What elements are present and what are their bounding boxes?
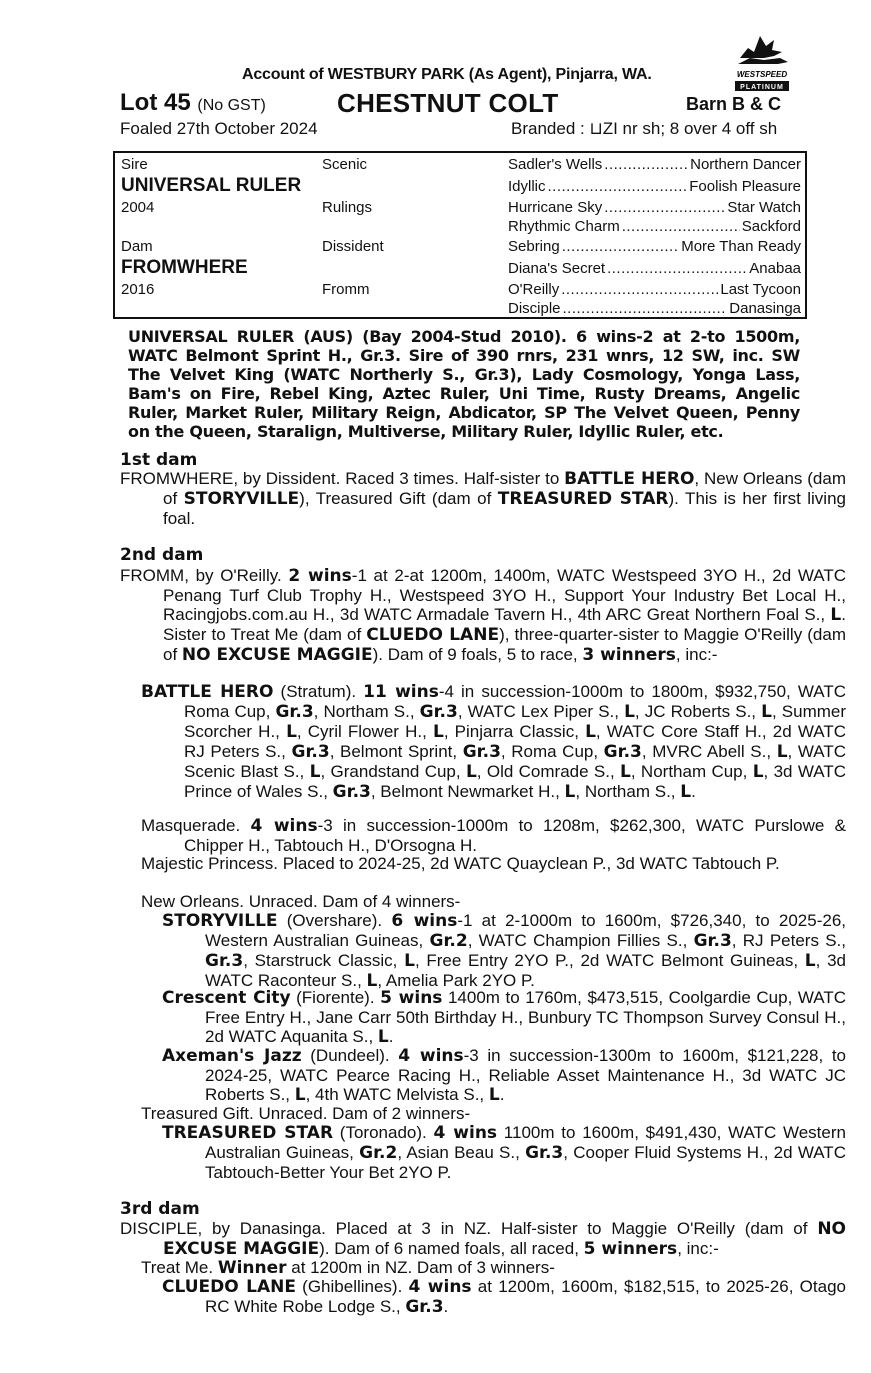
first-dam-text: FROMWHERE, by Dissident. Raced 3 times. Half-sister to BATTLE HERO, New Orleans (dam of STORYVILLE), Treasured Gift (dam of TREASURED STAR). This is her first living foal. — [120, 469, 846, 528]
progeny-masquerade: Masquerade. 4 wins-3 in succession-1000m to 1208m, $262,300, WATC Purslowe & Chipper H., Tabtouch H., D'Orsogna H. — [141, 816, 846, 855]
ancestor-row: Diana's Secret ..... Anabaa — [508, 260, 801, 277]
progeny-treat-me: Treat Me. Winner at 1200m in NZ. Dam of 3 winners- — [141, 1258, 555, 1278]
progeny-treasured-gift: Treasured Gift. Unraced. Dam of 2 winners- — [141, 1104, 471, 1123]
grandprogeny-axemans-jazz: Axeman's Jazz (Dundeel). 4 wins-3 in succession-1300m to 1600m, $121,228, to 2024-25, WATC Pearce Racing H., Reliable Asset Maintenance H., 3d WATC JC Roberts S., L, 4th WATC Melvista S., L. — [162, 1046, 846, 1105]
sire-sire: Scenic — [322, 156, 368, 173]
grandprogeny-crescent-city: Crescent City (Fiorente). 5 wins 1400m to 1760m, $473,515, Coolgardie Cup, WATC Free Entry H., Jane Carr 50th Birthday H., Bunbury TC Thompson Survey Consul H., 2d WATC Aquanita S., L. — [162, 988, 846, 1047]
sire-dam: Rulings — [322, 199, 373, 216]
logo-tagline: PLATINUM — [740, 84, 784, 91]
third-dam-text: DISCIPLE, by Danasinga. Placed at 3 in NZ. Half-sister to Maggie O'Reilly (dam of NO EXCUSE MAGGIE). Dam of 6 named foals, all raced, 5 winners, inc:- — [120, 1219, 846, 1259]
ancestor-row: Rhythmic Charm ..... Sackford — [508, 218, 801, 235]
grandprogeny-cluedo-lane: CLUEDO LANE (Ghibellines). 4 wins at 1200m, 1600m, $182,515, to 2025-26, Otago RC White Robe Lodge S., Gr.3. — [162, 1277, 846, 1317]
grandprogeny-storyville: STORYVILLE (Overshare). 6 wins-1 at 2-1000m to 1600m, $726,340, to 2025-26, Western Australian Guineas, Gr.2, WATC Champion Fillies S., Gr.3, RJ Peters S., Gr.3, Starstruck Classic, L, Free Entry 2YO P., 2d WATC Belmont Guineas, L, 3d WATC Raconteur S., L, Amelia Park 2YO P. — [162, 911, 846, 991]
third-dam-heading: 3rd dam — [120, 1199, 200, 1219]
ancestor-row: Disciple ..... Danasinga — [508, 300, 801, 317]
second-dam-text: FROMM, by O'Reilly. 2 wins-1 at 2-at 1200m, 1400m, WATC Westspeed 3YO H., 2d WATC Penang Turf Club Trophy H., Westspeed 3YO H., Support Your Industry Bet Local H., Racingjobs.com.au H., 3d WATC Armadale Tavern H., 4th ARC Great Northern Foal S., L. Sister to Treat Me (dam of CLUEDO LANE), three-quarter-sister to Maggie O'Reilly (dam of NO EXCUSE MAGGIE). Dam of 9 foals, 5 to race, 3 winners, inc:- — [120, 566, 847, 665]
horse-description: CHESTNUT COLT — [337, 88, 559, 118]
pedigree-table — [113, 151, 807, 319]
sire-summary: UNIVERSAL RULER (AUS) (Bay 2004-Stud 2010). 6 wins-2 at 2-to 1500m, WATC Belmont Sprint H., Gr.3. Sire of 390 rnrs, 231 wnrs, 12 SW, inc. SW The Velvet King (WATC Northerly S., Gr.3), Lady Cosmology, Yonga Lass, Bam's on Fire, Rebel King, Aztec Ruler, Uni Time, Rusty Dreams, Angelic Ruler, Market Ruler, Military Reign, Abdicator, SP The Velvet Queen, Penny on the Queen, Staralign, Multiverse, Military Ruler, Idyllic Ruler, etc. — [128, 327, 800, 441]
ancestor-row: Sadler's Wells ..... Northern Dancer — [508, 156, 801, 173]
dam-sire: Dissident — [322, 238, 384, 255]
gst-note: (No GST) — [197, 97, 266, 114]
westspeed-platinum-logo — [734, 28, 790, 94]
lot-label: Lot 45 — [120, 89, 191, 116]
sire-year: 2004 — [121, 199, 155, 216]
second-dam-heading: 2nd dam — [120, 545, 204, 565]
sire-name: UNIVERSAL RULER — [121, 175, 302, 196]
dam-dam: Fromm — [322, 281, 370, 298]
grandprogeny-treasured-star: TREASURED STAR (Toronado). 4 wins 1100m to 1600m, $491,430, WATC Western Australian Guineas, Gr.2, Asian Beau S., Gr.3, Cooper Fluid Systems H., 2d WATC Tabtouch-Better Your Bet 2YO P. — [162, 1123, 846, 1182]
dam-name: FROMWHERE — [121, 257, 248, 278]
dam-label: Dam — [121, 238, 153, 255]
ancestor-row: Sebring ..... More Than Ready — [508, 238, 801, 255]
logo-wordmark: WESTSPEED — [736, 70, 788, 79]
barn-location: Barn B & C — [686, 94, 782, 114]
progeny-battle-hero: BATTLE HERO (Stratum). 11 wins-4 in succession-1000m to 1800m, $932,750, WATC Roma Cup, Gr.3, Northam S., Gr.3, WATC Lex Piper S., L, JC Roberts S., L, Summer Scorcher H., L, Cyril Flower H., L, Pinjarra Classic, L, WATC Core Staff H., 2d WATC RJ Peters S., Gr.3, Belmont Sprint, Gr.3, Roma Cup, Gr.3, MVRC Abell S., L, WATC Scenic Blast S., L, Grandstand Cup, L, Old Comrade S., L, Northam Cup, L, 3d WATC Prince of Wales S., Gr.3, Belmont Newmarket H., L, Northam S., L. — [141, 682, 847, 802]
ancestor-row: Idyllic ..... Foolish Pleasure — [508, 178, 801, 195]
lot-number — [120, 89, 266, 117]
progeny-new-orleans: New Orleans. Unraced. Dam of 4 winners- — [141, 892, 461, 911]
first-dam-heading: 1st dam — [120, 450, 198, 470]
sire-label: Sire — [121, 156, 148, 173]
brand-marks: Branded : ⊔ZI nr sh; 8 over 4 off sh — [511, 119, 778, 138]
ancestor-row: O'Reilly ..... Last Tycoon — [508, 281, 801, 298]
dam-year: 2016 — [121, 281, 155, 298]
ancestor-row: Hurricane Sky ..... Star Watch — [508, 199, 801, 216]
foaled-date: Foaled 27th October 2024 — [120, 119, 318, 138]
vendor-account: Account of WESTBURY PARK (As Agent), Pinjarra, WA. — [242, 66, 652, 83]
progeny-majestic-princess: Majestic Princess. Placed to 2024-25, 2d WATC Quayclean P., 3d WATC Tabtouch P. — [141, 854, 780, 873]
